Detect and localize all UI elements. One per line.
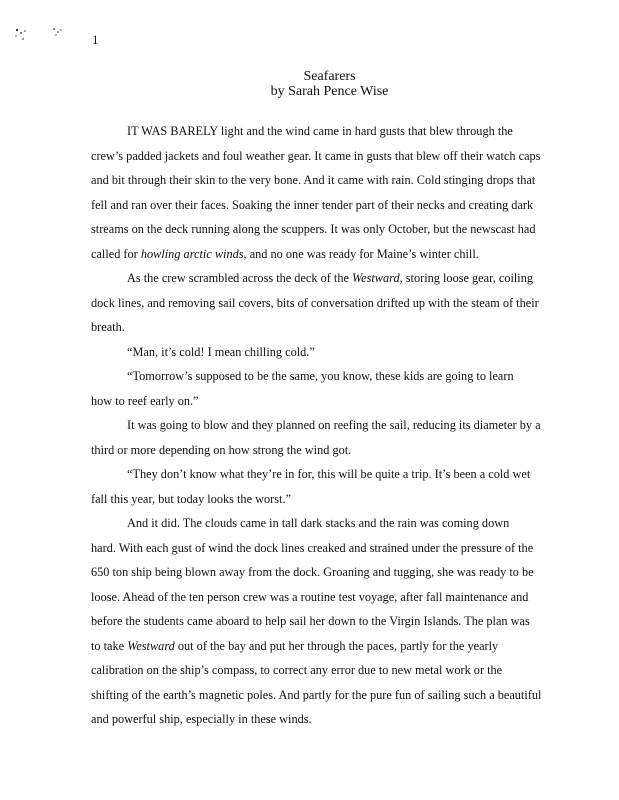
text-segment: to take [91, 638, 128, 653]
document-title: Seafarers [303, 69, 356, 84]
text-line [91, 658, 541, 683]
text-segment: out of the bay and put her through the paces, partly for the yearly [174, 638, 499, 653]
document-byline: by Sarah Pence Wise [270, 84, 389, 99]
text-segment: before the students came aboard to help sail her down to the Virgin Islands. The plan was [91, 614, 530, 628]
text-segment: IT WAS BARELY light and the wind came in hard gusts that blew through the [127, 124, 513, 138]
text-segment: “They don’t know what they’re in for, this will be quite a trip. It’s been a cold wet [127, 467, 531, 481]
text-line [91, 683, 541, 708]
text-line [91, 266, 541, 291]
title-block [0, 69, 619, 99]
text-segment: and bit through their skin to the very bone. And it came with rain. Cold stinging drops that [91, 173, 536, 187]
text-segment: streams on the deck running along the scuppers. It was only October, but the newscast had [91, 222, 536, 236]
text-segment: dock lines, and removing sail covers, bits of conversation drifted up with the steam of their [91, 295, 539, 310]
text-segment: hard. With each gust of wind the dock lines creaked and strained under the pressure of the [91, 540, 534, 555]
text-line [91, 560, 541, 585]
body-text [91, 119, 541, 732]
text-line [91, 438, 541, 463]
text-segment: called for [91, 246, 141, 261]
text-segment: and powerful ship, especially in these winds. [91, 712, 312, 726]
text-segment: and no one was ready for Maine’s winter chill. [246, 246, 479, 261]
text-segment: shifting of the earth’s magnetic poles. And partly for the pure fun of sailing such a beautiful [91, 687, 542, 702]
text-line [91, 511, 541, 536]
text-line [91, 168, 541, 193]
text-segment: crew’s padded jackets and foul weather gear. It came in gusts that blew off their watch caps [91, 148, 541, 163]
text-line [91, 291, 541, 316]
italic-text: Westward [352, 271, 400, 285]
text-line [91, 217, 541, 242]
scan-specks [14, 26, 74, 46]
text-segment: “Man, it’s cold! I mean chilling cold.” [127, 344, 315, 359]
text-segment: breath. [91, 320, 125, 334]
text-segment: As the crew scrambled across the deck of the [127, 271, 353, 285]
text-segment: “Tomorrow’s supposed to be the same, you know, these kids are going to learn [127, 369, 514, 383]
text-segment: 650 ton ship being blown away from the dock. Groaning and tugging, she was ready to be [91, 565, 534, 579]
text-segment: fell and ran over their faces. Soaking the inner tender part of their necks and creating dark [91, 197, 534, 212]
text-line [91, 119, 541, 144]
text-segment: fall this year, but today looks the worst.” [91, 491, 291, 506]
text-line [91, 340, 541, 365]
text-line [91, 462, 541, 487]
text-line [91, 242, 541, 267]
text-line [91, 536, 541, 561]
text-line [91, 364, 541, 389]
page-number: 1 [92, 32, 99, 47]
italic-text: howling arctic winds, [140, 246, 247, 261]
text-line [91, 707, 541, 732]
text-line [91, 144, 541, 169]
text-line [91, 487, 541, 512]
text-line [91, 634, 541, 659]
text-segment: how to reef early on.” [91, 393, 199, 408]
text-segment: loose. Ahead of the ten person crew was a routine test voyage, after fall maintenance and [91, 589, 529, 604]
text-segment: , storing loose gear, coiling [399, 271, 534, 285]
italic-text: Westward [127, 638, 175, 653]
text-segment: It was going to blow and they planned on reefing the sail, reducing its diameter by a [127, 418, 541, 432]
text-line [91, 193, 541, 218]
text-segment: third or more depending on how strong the wind got. [91, 442, 352, 457]
text-segment: calibration on the ship’s compass, to correct any error due to new metal work or the [91, 663, 503, 677]
text-line [91, 585, 541, 610]
text-line [91, 389, 541, 414]
text-segment: And it did. The clouds came in tall dark stacks and the rain was coming down [127, 516, 510, 530]
text-line [91, 315, 541, 340]
text-line [91, 413, 541, 438]
text-line [91, 609, 541, 634]
